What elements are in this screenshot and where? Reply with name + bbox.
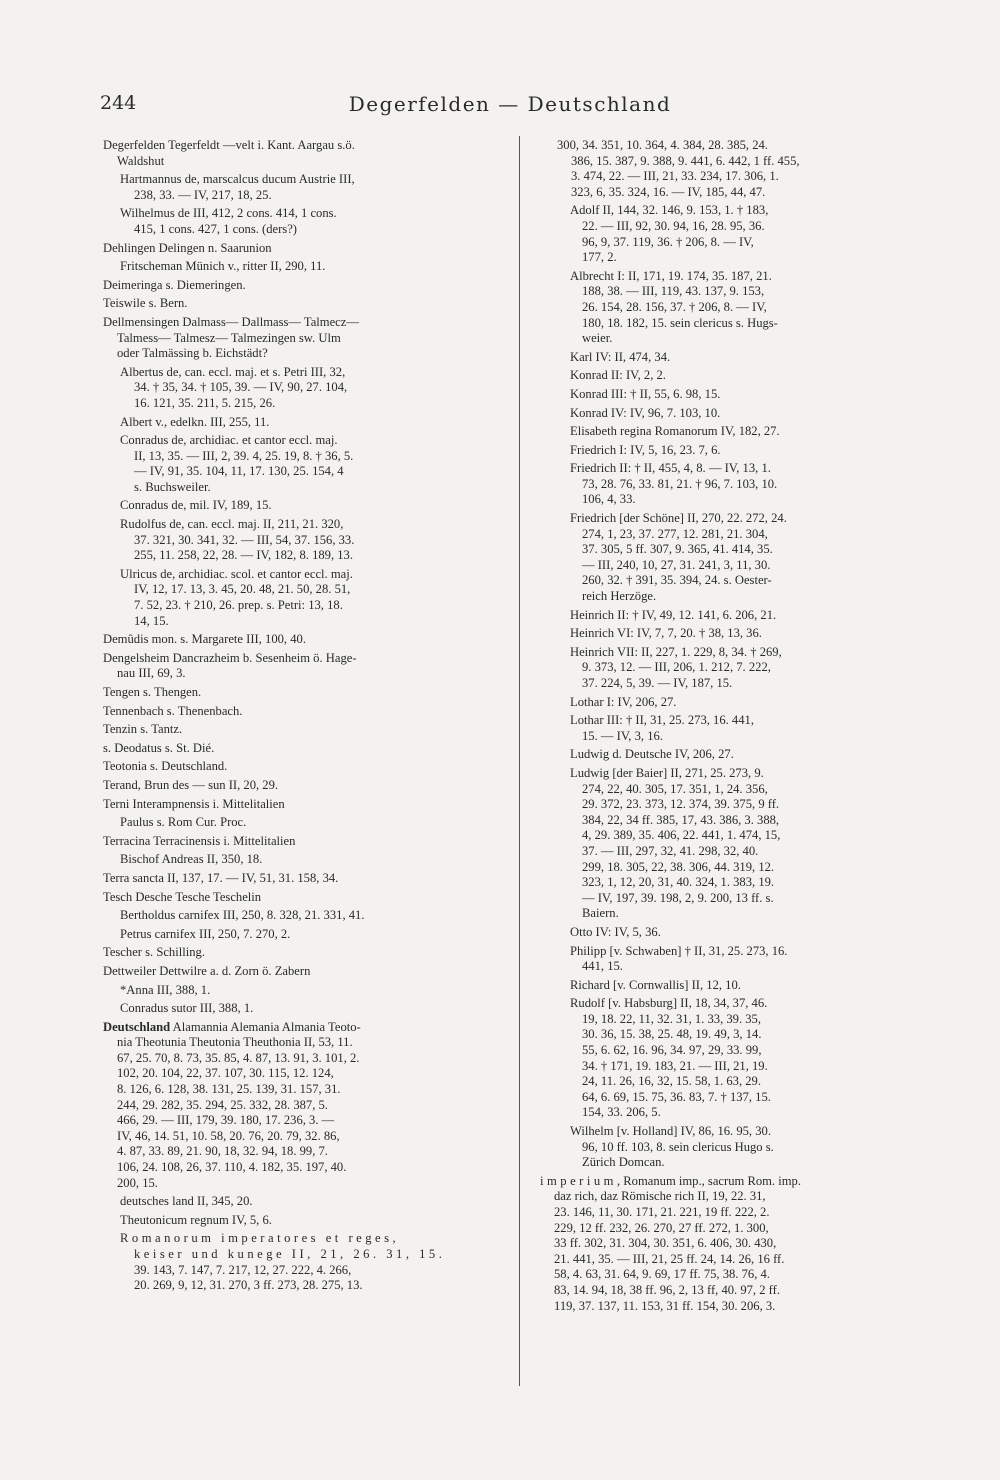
entry-line: Tesch Desche Tesche Teschelin (103, 889, 262, 904)
index-entry (103, 1231, 498, 1293)
index-entry (540, 695, 930, 711)
entry-line: Rudolfus de, can. eccl. maj. II, 211, 21. 320, (120, 517, 344, 532)
entry-line: Richard [v. Cornwallis] II, 12, 10. (570, 977, 741, 992)
entry-line: Conradus sutor III, 388, 1. (120, 1001, 254, 1016)
index-entry (103, 415, 498, 431)
entry-line: s. Buchsweiler. (134, 479, 211, 494)
index-entry (103, 815, 498, 831)
entry-line: Friedrich [der Schöne] II, 270, 22. 272, 24. (570, 511, 787, 526)
index-entry (103, 704, 498, 720)
index-entry (103, 759, 498, 775)
index-entry (540, 996, 930, 1121)
index-entry (103, 797, 498, 813)
entry-line: nia Theotunia Theutonia Theuthonia II, 53, 11. (117, 1035, 353, 1050)
entry-line: 64, 6. 69, 15. 75, 36. 83, 7. † 137, 15. (582, 1089, 771, 1104)
entry-line: 238, 33. — IV, 217, 18, 25. (134, 187, 272, 202)
entry-line: Ulricus de, archidiac. scol. et cantor eccl. maj. (120, 566, 353, 581)
index-entry (103, 778, 498, 794)
index-entry (540, 443, 930, 459)
entry-line: Terracina Terracinensis i. Mittelitalien (103, 833, 296, 848)
entry-line: 102, 20. 104, 22, 37. 107, 30. 115, 12. 124, (117, 1066, 334, 1081)
entry-line: Heinrich II: † IV, 49, 12. 141, 6. 206, 21. (570, 607, 777, 622)
entry-line: Terra sancta II, 137, 17. — IV, 51, 31. 158, 34. (103, 870, 339, 885)
entry-line: Friedrich I: IV, 5, 16, 23. 7, 6. (570, 442, 721, 457)
running-title: Degerfelden — Deutschland (348, 92, 672, 116)
entry-line: Degerfelden Tegerfeldt —velt i. Kant. Aargau s.ö. (103, 138, 355, 152)
index-entry (103, 315, 498, 362)
entry-line: II, 13, 35. — III, 2, 39. 4, 25. 19, 8. † 36, 5. (134, 448, 354, 463)
entry-line: 96, 9, 37. 119, 36. † 206, 8. — IV, (582, 234, 754, 249)
entry-line: 4. 87, 33. 89, 21. 90, 18, 32. 94, 18. 99, 7. (117, 1144, 328, 1159)
index-entry (540, 978, 930, 994)
entry-line: 188, 38. — III, 119, 43. 137, 9. 153, (582, 284, 765, 299)
entry-line: 39. 143, 7. 147, 7. 217, 12, 27. 222, 4. 266, (134, 1262, 352, 1277)
entry-line: 106, 24. 108, 26, 37. 110, 4. 182, 35. 197, 40. (117, 1160, 347, 1175)
index-entry (103, 871, 498, 887)
entry-line: 83, 14. 94, 18, 38 ff. 96, 2, 13 ff, 40. 97, 2 ff. (554, 1282, 780, 1297)
index-entry (103, 567, 498, 629)
index-entry (540, 713, 930, 744)
entry-line: Zürich Domcan. (582, 1155, 665, 1170)
entry-line: Heinrich VI: IV, 7, 7, 20. † 38, 13, 36. (570, 626, 762, 641)
entry-line: 274, 1, 23, 37. 277, 12. 281, 21. 304, (582, 526, 768, 541)
entry-line: 24, 11. 26, 16, 32, 15. 58, 1. 63, 29. (582, 1074, 761, 1089)
index-entry (540, 925, 930, 941)
entry-line: 37. — III, 297, 32, 41. 298, 32, 40. (582, 843, 759, 858)
index-entry (540, 645, 930, 692)
entry-line: 29. 372, 23. 373, 12. 374, 39. 375, 9 ff. (582, 797, 780, 812)
index-entry (103, 741, 498, 757)
index-entry (103, 498, 498, 514)
entry-line: Romanorum imperatores et reges, (120, 1231, 400, 1246)
entry-line: 180, 18. 182, 15. sein clericus s. Hugs- (582, 315, 778, 330)
entry-line: Terand, Brun des — sun II, 20, 29. (103, 777, 279, 792)
entry-line: Wilhelm [v. Holland] IV, 86, 16. 95, 30. (570, 1124, 771, 1139)
entry-line: IV, 12, 17. 13, 3. 45, 20. 48, 21. 50, 28. 51, (134, 582, 351, 597)
entry-line: 37. 224, 5, 39. — IV, 187, 15. (582, 676, 733, 690)
entry-line: Rudolf [v. Habsburg] II, 18, 34, 37, 46. (570, 996, 768, 1011)
index-entry (540, 368, 930, 384)
entry-line: 21. 441, 35. — III, 21, 25 ff. 24, 14. 26, 16 ff. (554, 1251, 785, 1266)
index-entry (540, 747, 930, 763)
entry-line: Elisabeth regina Romanorum IV, 182, 27. (570, 424, 780, 439)
entry-line: 274, 22, 40. 305, 17. 351, 1, 24. 356, (582, 781, 768, 796)
index-entry (103, 1020, 498, 1192)
entry-line: 4, 29. 389, 35. 406, 22. 441, 1. 474, 15, (582, 828, 781, 843)
entry-line: s. Deodatus s. St. Dié. (103, 740, 215, 755)
entry-line: Theutonicum regnum IV, 5, 6. (120, 1212, 272, 1227)
entry-line: oder Talmässing b. Eichstädt? (117, 346, 268, 361)
index-entry (103, 1194, 498, 1210)
entry-line: 14, 15. (134, 613, 169, 628)
entry-line: 19, 18. 22, 11, 32. 31, 1. 33, 39. 35, (582, 1011, 761, 1026)
index-entry (103, 890, 498, 906)
index-entry (103, 365, 498, 412)
index-entry (540, 387, 930, 403)
entry-line: Waldshut (117, 153, 165, 168)
entry-line: 58, 4. 63, 31. 64, 9. 69, 17 ff. 75, 38. 76, 4. (554, 1267, 770, 1282)
entry-line: Hartmannus de, marscalcus ducum Austrie III, (120, 172, 355, 187)
entry-line: Dengelsheim Dancrazheim b. Sesenheim ö. Hage- (103, 650, 357, 665)
entry-line: 30. 36, 15. 38, 25. 48, 19. 49, 3, 14. (582, 1027, 762, 1042)
index-entry (540, 406, 930, 422)
entry-line: 260, 32. † 391, 35. 394, 24. s. Oester- (582, 573, 772, 588)
entry-line: Dellmensingen Dalmass— Dallmass— Talmecz— (103, 314, 359, 329)
entry-line: 177, 2. (582, 250, 617, 265)
entry-line: 255, 11. 258, 22, 28. — IV, 182, 8. 189, 13. (134, 548, 353, 563)
entry-line: Fritscheman Münich v., ritter II, 290, 11. (120, 259, 326, 274)
entry-line: Baiern. (582, 906, 619, 921)
index-entry (540, 511, 930, 605)
index-entry (540, 138, 930, 200)
entry-line: 154, 33. 206, 5. (582, 1105, 661, 1120)
index-entry (103, 517, 498, 564)
index-entry (103, 1001, 498, 1017)
entry-line: Deutschland Alamannia Alemania Almania Teoto- (103, 1019, 361, 1034)
entry-line: Karl IV: II, 474, 34. (570, 349, 671, 364)
page-header (100, 92, 920, 122)
index-entry (540, 269, 930, 347)
entry-line: Conradus de, archidiac. et cantor eccl. maj. (120, 433, 338, 448)
entry-line: 106, 4, 33. (582, 492, 636, 507)
entry-line: Lothar I: IV, 206, 27. (570, 694, 677, 709)
entry-line: Deimeringa s. Diemeringen. (103, 277, 246, 292)
entry-line: Otto IV: IV, 5, 36. (570, 924, 661, 939)
entry-line: Albertus de, can. eccl. maj. et s. Petri III, 32, (120, 364, 346, 379)
entry-line: Demûdis mon. s. Margarete III, 100, 40. (103, 632, 306, 647)
entry-line: — IV, 91, 35. 104, 11, 17. 130, 25. 154, 4 (134, 464, 344, 479)
entry-line: Talmess— Talmesz— Talmezingen sw. Ulm (117, 330, 341, 345)
entry-line: Tennenbach s. Thenenbach. (103, 703, 243, 718)
entry-line: Dehlingen Delingen n. Saarunion (103, 240, 272, 255)
index-entry (103, 908, 498, 924)
left-column (103, 138, 498, 1297)
entry-line: 200, 15. (117, 1175, 158, 1190)
index-entry (103, 964, 498, 980)
entry-line: keiser und kunege II, 21, 26. 31, 15. (134, 1247, 446, 1261)
index-entry (540, 766, 930, 922)
entry-line: Bischof Andreas II, 350, 18. (120, 852, 263, 867)
index-entry (103, 1213, 498, 1229)
entry-line: Teiswile s. Bern. (103, 296, 188, 311)
index-entry (103, 172, 498, 203)
entry-line: Heinrich VII: II, 227, 1. 229, 8, 34. † 269, (570, 644, 782, 659)
entry-line: 26. 154, 28. 156, 37. † 206, 8. — IV, (582, 299, 767, 314)
entry-line: 3. 474, 22. — III, 21, 33. 234, 17. 306, 1. (571, 169, 779, 184)
index-entry (103, 722, 498, 738)
entry-line: Konrad III: † II, 55, 6. 98, 15. (570, 386, 721, 401)
entry-line: imperium, Romanum imp., sacrum Rom. imp. (540, 1173, 801, 1188)
entry-line: Ludwig d. Deutsche IV, 206, 27. (570, 747, 734, 762)
entry-line: IV, 46, 14. 51, 10. 58, 20. 76, 20. 79, 32. 86, (117, 1128, 340, 1143)
entry-line: 466, 29. — III, 179, 39. 180, 17. 236, 3. — (117, 1113, 335, 1128)
index-entry (103, 206, 498, 237)
entry-line: reich Herzöge. (582, 589, 657, 604)
entry-line: Tenzin s. Tantz. (103, 722, 183, 737)
entry-line: 67, 25. 70, 8. 73, 35. 85, 4. 87, 13. 91, 3. 101, 2. (117, 1050, 360, 1065)
entry-line: Teotonia s. Deutschland. (103, 759, 228, 774)
entry-line: 244, 29. 282, 35. 294, 25. 332, 28. 387, 5. (117, 1097, 328, 1112)
entry-line: Petrus carnifex III, 250, 7. 270, 2. (120, 926, 291, 941)
entry-line: 9. 373, 12. — III, 206, 1. 212, 7. 222, (582, 660, 771, 675)
index-entry (103, 278, 498, 294)
index-entry (540, 1124, 930, 1171)
entry-line: 8. 126, 6. 128, 38. 131, 25. 139, 31. 157, 31. (117, 1082, 341, 1097)
index-entry (103, 433, 498, 495)
entry-line: — IV, 197, 39. 198, 2, 9. 200, 13 ff. s. (582, 890, 774, 905)
entry-line: *Anna III, 388, 1. (120, 982, 211, 997)
entry-line: 55, 6. 62, 16. 96, 34. 97, 29, 33. 99, (582, 1043, 762, 1058)
index-entry (103, 651, 498, 682)
entry-line: 34. † 35, 34. † 105, 39. — IV, 90, 27. 104, (134, 380, 348, 395)
index-entry (103, 138, 498, 169)
entry-line: daz rich, daz Römische rich II, 19, 22. 31, (554, 1189, 766, 1204)
entry-line: 300, 34. 351, 10. 364, 4. 384, 28. 385, 24. (557, 138, 768, 152)
index-entry (103, 983, 498, 999)
index-entry (540, 203, 930, 265)
index-entry (540, 350, 930, 366)
entry-line: Tescher s. Schilling. (103, 945, 205, 960)
entry-line: 229, 12 ff. 232, 26. 270, 27 ff. 272, 1. 300, (554, 1220, 769, 1235)
index-entry (103, 834, 498, 850)
entry-line: Lothar III: † II, 31, 25. 273, 16. 441, (570, 713, 754, 728)
entry-line: Konrad II: IV, 2, 2. (570, 368, 666, 383)
entry-line: Terni Interampnensis i. Mittelitalien (103, 796, 285, 811)
index-entry (103, 945, 498, 961)
entry-line: Dettweiler Dettwilre a. d. Zorn ö. Zabern (103, 963, 311, 978)
index-entry (103, 685, 498, 701)
entry-line: Ludwig [der Baier] II, 271, 25. 273, 9. (570, 765, 764, 780)
entry-line: 20. 269, 9, 12, 31. 270, 3 ff. 273, 28. 275, 13. (134, 1278, 363, 1293)
index-entry (540, 626, 930, 642)
index-entry (103, 296, 498, 312)
entry-line: Friedrich II: † II, 455, 4, 8. — IV, 13, 1. (570, 461, 771, 476)
entry-line: 323, 1, 12, 20, 31, 40. 324, 1. 383, 19. (582, 875, 775, 890)
entry-line: 37. 305, 5 ff. 307, 9. 365, 41. 414, 35. (582, 542, 773, 557)
index-entry (540, 944, 930, 975)
entry-line: 441, 15. (582, 959, 623, 974)
index-entry (540, 424, 930, 440)
entry-line: Paulus s. Rom Cur. Proc. (120, 815, 247, 830)
entry-line: Albrecht I: II, 171, 19. 174, 35. 187, 21. (570, 268, 772, 283)
entry-line: 384, 22, 34 ff. 385, 17, 43. 386, 3. 388, (582, 812, 780, 827)
entry-line: Konrad IV: IV, 96, 7. 103, 10. (570, 405, 721, 420)
entry-line: 323, 6, 35. 324, 16. — IV, 185, 44, 47. (571, 184, 766, 199)
entry-line: 386, 15. 387, 9. 388, 9. 441, 6. 442, 1 ff. 455, (571, 153, 800, 168)
entry-line: Philipp [v. Schwaben] † II, 31, 25. 273, 16. (570, 943, 788, 958)
entry-line: 33 ff. 302, 31. 304, 30. 351, 6. 406, 30. 430, (554, 1236, 777, 1251)
entry-line: Bertholdus carnifex III, 250, 8. 328, 21. 331, 41. (120, 908, 365, 923)
index-entry (540, 1174, 930, 1314)
index-entry (103, 852, 498, 868)
right-column (540, 138, 930, 1317)
entry-line: 299, 18. 305, 22, 38. 306, 44. 319, 12. (582, 859, 775, 874)
index-entry (540, 461, 930, 508)
entry-line: 15. — IV, 3, 16. (582, 728, 663, 743)
entry-line: 415, 1 cons. 427, 1 cons. (ders?) (134, 221, 297, 236)
index-entry (103, 927, 498, 943)
entry-line: 23. 146, 11, 30. 171, 21. 221, 19 ff. 222, 2. (554, 1205, 770, 1219)
entry-line: — III, 240, 10, 27, 31. 241, 3, 11, 30. (582, 557, 771, 572)
entry-line: 96, 10 ff. 103, 8. sein clericus Hugo s. (582, 1139, 774, 1154)
entry-line: 73, 28. 76, 33. 81, 21. † 96, 7. 103, 10. (582, 476, 778, 491)
entry-line: 37. 321, 30. 341, 32. — III, 54, 37. 156, 33. (134, 532, 355, 547)
entry-line: 119, 37. 137, 11. 153, 31 ff. 154, 30. 206, 3. (554, 1298, 776, 1313)
entry-line: Adolf II, 144, 32. 146, 9. 153, 1. † 183, (570, 203, 769, 218)
index-entry (103, 632, 498, 648)
column-divider (519, 136, 520, 1386)
page-number: 244 (100, 92, 137, 114)
entry-line: deutsches land II, 345, 20. (120, 1194, 253, 1209)
entry-line: 22. — III, 92, 30. 94, 16, 28. 95, 36. (582, 218, 765, 233)
entry-line: Tengen s. Thengen. (103, 685, 202, 699)
entry-line: 16. 121, 35. 211, 5. 215, 26. (134, 395, 276, 410)
entry-line: Wilhelmus de III, 412, 2 cons. 414, 1 cons. (120, 206, 337, 221)
index-entry (103, 241, 498, 257)
entry-line: Conradus de, mil. IV, 189, 15. (120, 498, 272, 513)
entry-line: Albert v., edelkn. III, 255, 11. (120, 414, 270, 429)
entry-line: 7. 52, 23. † 210, 26. prep. s. Petri: 13, 18. (134, 598, 343, 613)
index-entry (540, 608, 930, 624)
entry-line: weier. (582, 331, 613, 346)
entry-line: 34. † 171, 19. 183, 21. — III, 21, 19. (582, 1058, 768, 1073)
index-entry (103, 259, 498, 275)
entry-line: nau III, 69, 3. (117, 666, 186, 681)
